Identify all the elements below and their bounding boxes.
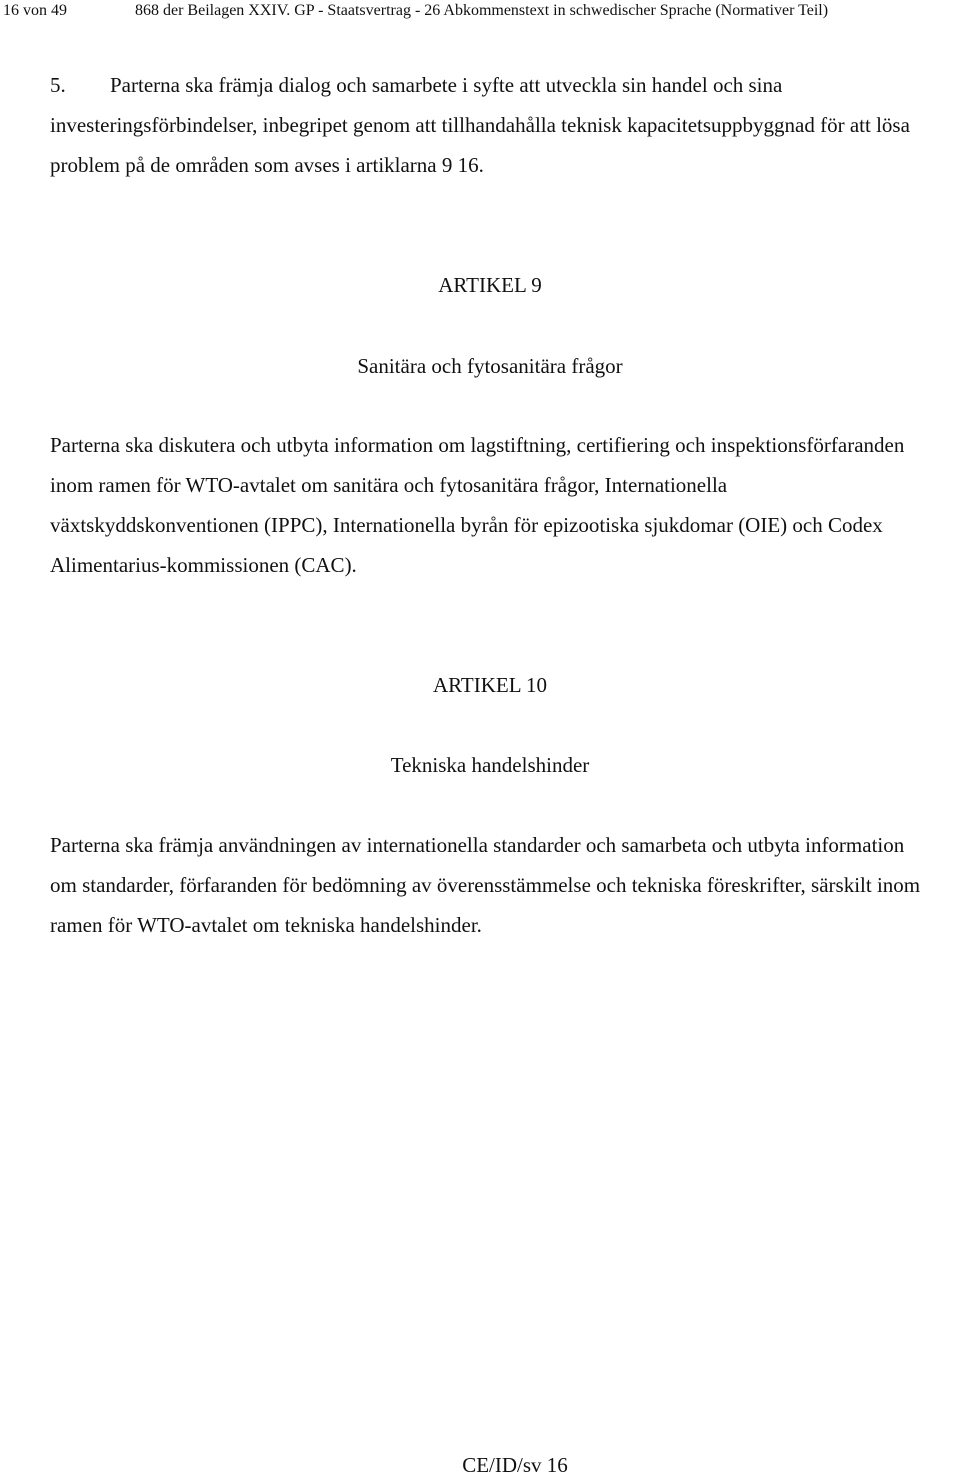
page-footer: CE/ID/sv 16 [462,1453,568,1477]
article-10-text: Parterna ska främja användningen av internationella standarder och samarbeta och utbyta information om standarder, förfaranden för bedömning av överensstämmelse och tekniska föreskrifter, särskilt inom ramen för WTO-avtalet om tekniska handelshinder. [50,833,921,937]
article-10-title: Tekniska handelshinder [390,753,590,777]
header-title: 868 der Beilagen XXIV. GP - Staatsvertrag - 26 Abkommenstext in schwedischer Sprache (Normativer Teil) [135,2,829,19]
page-number: 16 von 49 [3,2,67,19]
paragraph-5 [50,65,930,185]
page-header [0,2,960,26]
article-9-text: Parterna ska diskutera och utbyta information om lagstiftning, certifiering och inspektionsförfaranden inom ramen för WTO-avtalet om sanitära och fytosanitära frågor, Internationella växtskyddskonventionen (IPPC), Internationella byrån för epizootiska sjukdomar (OIE) och Codex Alimentarius-kommissionen (CAC). [50,433,905,577]
article-9-heading: ARTIKEL 9 [438,273,542,297]
paragraph-number: 5. [50,73,66,97]
paragraph-5-text: Parterna ska främja dialog och samarbete i syfte att utveckla sin handel och sina investeringsförbindelser, inbegripet genom att tillhandahålla teknisk kapacitetsuppbyggnad för att lösa problem på de områden som avses i artiklarna 9 16. [50,73,910,177]
article-9-title: Sanitära och fytosanitära frågor [357,354,623,378]
article-10-heading: ARTIKEL 10 [432,673,548,697]
